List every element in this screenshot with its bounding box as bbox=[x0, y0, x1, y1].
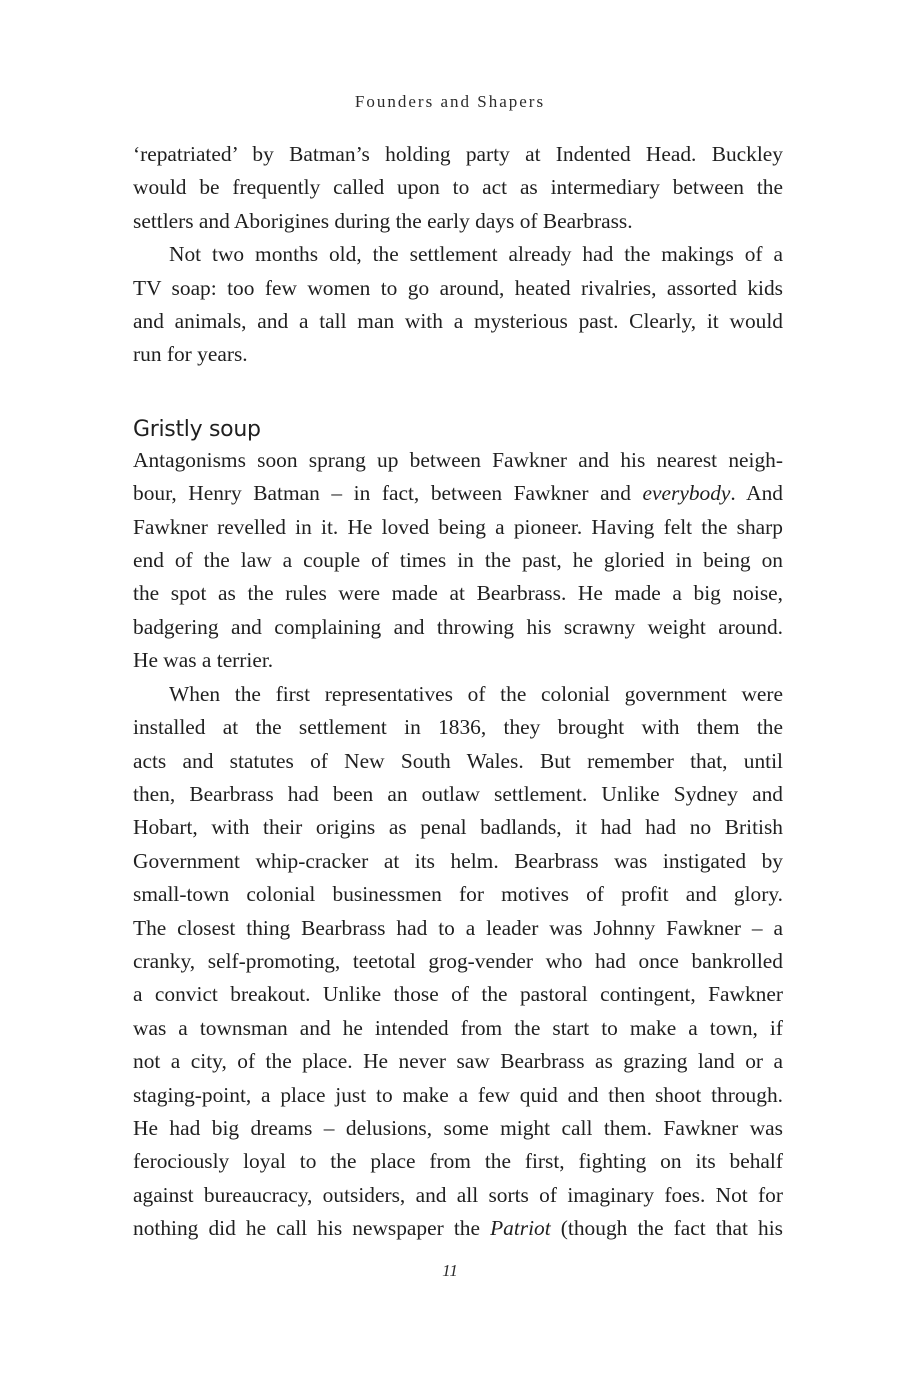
running-head: Founders and Shapers bbox=[354, 92, 546, 111]
text-line bbox=[133, 477, 783, 510]
text-line: Hobart, with their origins as penal badlands, it had had no British bbox=[133, 815, 783, 840]
text-line: run for years. bbox=[133, 342, 248, 367]
text-run: bour, Henry Batman – in fact, between Fawkner and bbox=[133, 481, 643, 506]
text-line: cranky, self-promoting, teetotal grog-vender who had once bankrolled bbox=[133, 948, 783, 973]
text-line: badgering and complaining and throwing his scrawny weight around. bbox=[133, 614, 783, 639]
text-line: end of the law a couple of times in the past, he gloried in being on bbox=[133, 548, 783, 573]
text-line: Fawkner revelled in it. He loved being a pioneer. Having felt the sharp bbox=[133, 514, 783, 539]
text-line: and animals, and a tall man with a mysterious past. Clearly, it would bbox=[133, 309, 783, 334]
text-line: the spot as the rules were made at Bearbrass. He made a big noise, bbox=[133, 581, 783, 606]
text-line: against bureaucracy, outsiders, and all sorts of imaginary foes. Not for bbox=[133, 1182, 783, 1207]
text-line: was a townsman and he intended from the start to make a town, if bbox=[133, 1015, 783, 1040]
text-line bbox=[133, 1212, 783, 1245]
text-line: small-town colonial businessmen for motives of profit and glory. bbox=[133, 882, 783, 907]
text-line: ferociously loyal to the place from the first, fighting on its behalf bbox=[133, 1149, 783, 1174]
emphasis-text: everybody bbox=[642, 481, 731, 506]
text-run: nothing did he call his newspaper the bbox=[133, 1216, 491, 1241]
paragraph-1 bbox=[133, 138, 783, 238]
text-line: installed at the settlement in 1836, they brought with them the bbox=[133, 715, 783, 740]
paragraph-3 bbox=[133, 444, 783, 678]
text-line: acts and statutes of New South Wales. But remember that, until bbox=[133, 748, 783, 773]
text-run: (though the fact that his bbox=[550, 1216, 783, 1241]
text-line: Not two months old, the settlement already had the makings of a bbox=[169, 242, 783, 267]
paragraph-2 bbox=[133, 238, 783, 372]
text-line: The closest thing Bearbrass had to a leader was Johnny Fawkner – a bbox=[133, 915, 783, 940]
text-line: a convict breakout. Unlike those of the pastoral contingent, Fawkner bbox=[133, 982, 783, 1007]
text-line: Government whip-cracker at its helm. Bearbrass was instigated by bbox=[133, 848, 783, 873]
body-text bbox=[133, 138, 783, 1246]
page-number: 11 bbox=[442, 1261, 458, 1280]
text-line: When the first representatives of the colonial government were bbox=[169, 681, 783, 706]
text-line: Antagonisms soon sprang up between Fawkner and his nearest neigh- bbox=[133, 447, 783, 472]
text-line: TV soap: too few women to go around, heated rivalries, assorted kids bbox=[133, 275, 783, 300]
section-heading: Gristly soup bbox=[133, 416, 261, 442]
text-line: staging-point, a place just to make a few quid and then shoot through. bbox=[133, 1082, 783, 1107]
text-line: settlers and Aborigines during the early days of Bearbrass. bbox=[133, 208, 633, 233]
section-gap bbox=[133, 372, 783, 392]
text-line: not a city, of the place. He never saw Bearbrass as grazing land or a bbox=[133, 1049, 783, 1074]
text-line: would be frequently called upon to act as intermediary between the bbox=[133, 175, 783, 200]
text-line: then, Bearbrass had been an outlaw settlement. Unlike Sydney and bbox=[133, 781, 783, 806]
text-line: He was a terrier. bbox=[133, 648, 274, 673]
text-run: . And bbox=[730, 481, 783, 506]
paragraph-4 bbox=[133, 678, 783, 1246]
emphasis-text: Patriot bbox=[490, 1216, 551, 1241]
text-line: He had big dreams – delusions, some might call them. Fawkner was bbox=[133, 1115, 783, 1140]
text-line: ‘repatriated’ by Batman’s holding party at Indented Head. Buckley bbox=[133, 142, 783, 166]
